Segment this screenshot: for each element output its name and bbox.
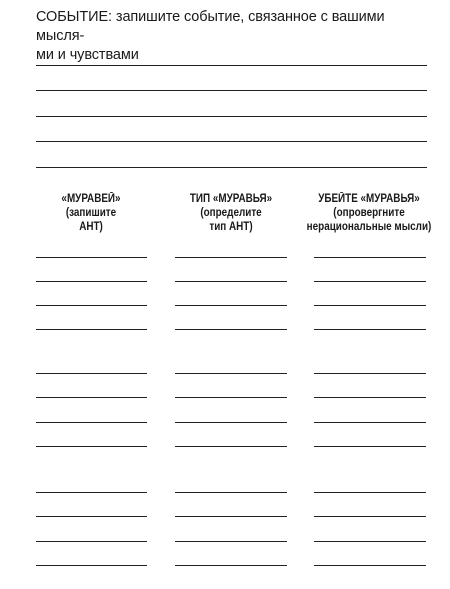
kill-ant-write-line[interactable] (314, 329, 426, 330)
kill-ant-write-line[interactable] (314, 305, 426, 306)
event-label: СОБЫТИЕ: (36, 9, 112, 25)
ant-write-line[interactable] (36, 281, 147, 282)
ant-write-line[interactable] (36, 516, 147, 517)
ant-type-write-line[interactable] (175, 565, 287, 566)
kill-ant-write-line[interactable] (314, 397, 426, 398)
kill-ant-column-header (305, 192, 434, 234)
ant-type-write-line[interactable] (175, 397, 287, 398)
ant-column-subtitle-2: АНТ) (79, 221, 103, 233)
kill-ant-write-line[interactable] (314, 281, 426, 282)
kill-ant-write-line[interactable] (314, 516, 426, 517)
ant-type-column-subtitle-2: тип АНТ) (209, 221, 253, 233)
kill-ant-write-line[interactable] (314, 492, 426, 493)
ant-type-write-line[interactable] (175, 257, 287, 258)
ant-write-line[interactable] (36, 446, 147, 447)
event-write-line[interactable] (36, 167, 427, 168)
ant-column-title: «МУРАВЕЙ» (61, 193, 121, 205)
ant-column-header (39, 192, 142, 234)
kill-ant-write-line[interactable] (314, 565, 426, 566)
kill-ant-write-line[interactable] (314, 257, 426, 258)
ant-type-write-line[interactable] (175, 541, 287, 542)
ant-write-line[interactable] (36, 257, 147, 258)
kill-ant-write-line[interactable] (314, 422, 426, 423)
event-write-line[interactable] (36, 90, 427, 91)
kill-ant-column-title: УБЕЙТЕ «МУРАВЬЯ» (318, 193, 420, 205)
ant-type-write-line[interactable] (175, 281, 287, 282)
ant-type-write-line[interactable] (175, 516, 287, 517)
kill-ant-write-line[interactable] (314, 446, 426, 447)
ant-write-line[interactable] (36, 397, 147, 398)
event-instruction-line2: ми и чувствами (36, 47, 139, 63)
ant-write-line[interactable] (36, 565, 147, 566)
event-write-line[interactable] (36, 65, 427, 66)
ant-type-column-subtitle-1: (определите (200, 207, 262, 219)
event-prompt (36, 8, 431, 65)
kill-ant-column-subtitle-2: нерациональные мысли) (306, 221, 432, 233)
ant-column-subtitle-1: (запишите (65, 207, 117, 219)
ant-write-line[interactable] (36, 492, 147, 493)
kill-ant-write-line[interactable] (314, 373, 426, 374)
ant-write-line[interactable] (36, 329, 147, 330)
ant-type-write-line[interactable] (175, 373, 287, 374)
ant-type-column-header (175, 192, 287, 234)
ant-write-line[interactable] (36, 373, 147, 374)
ant-type-write-line[interactable] (175, 446, 287, 447)
ant-write-line[interactable] (36, 422, 147, 423)
ant-type-write-line[interactable] (175, 492, 287, 493)
ant-type-write-line[interactable] (175, 422, 287, 423)
kill-ant-write-line[interactable] (314, 541, 426, 542)
ant-write-line[interactable] (36, 305, 147, 306)
ant-type-write-line[interactable] (175, 329, 287, 330)
ant-write-line[interactable] (36, 541, 147, 542)
ant-type-column-title: ТИП «МУРАВЬЯ» (189, 193, 273, 205)
kill-ant-column-subtitle-1: (опровергните (333, 207, 405, 219)
event-instruction-line1: запишите событие, связанное с вашими мысля- (36, 9, 385, 44)
event-write-line[interactable] (36, 116, 427, 117)
event-write-line[interactable] (36, 141, 427, 142)
ant-type-write-line[interactable] (175, 305, 287, 306)
